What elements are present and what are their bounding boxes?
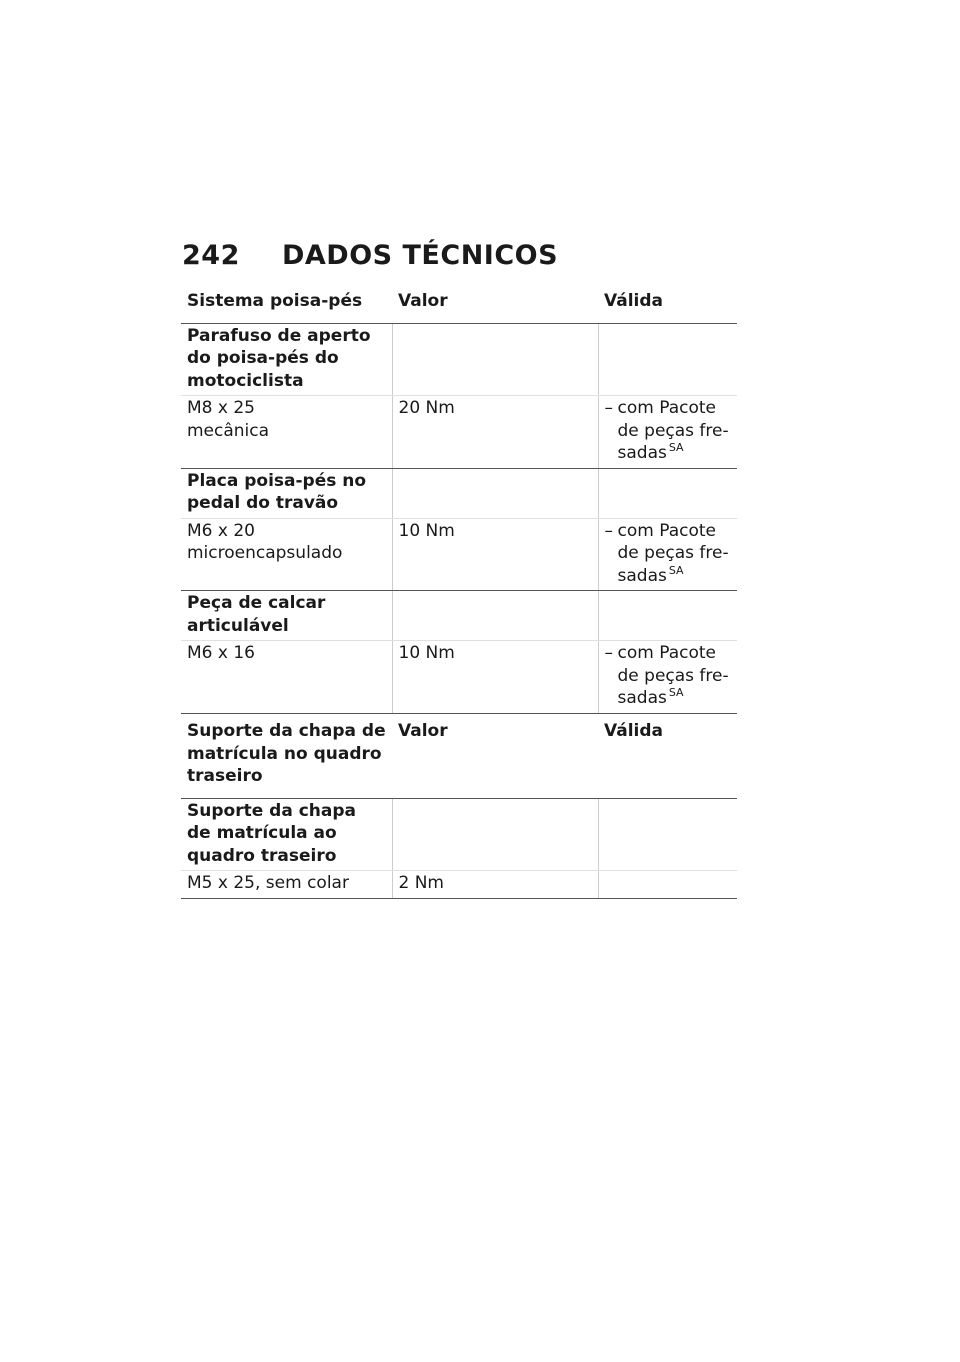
- column-header-component: Sistema poisa-pés: [181, 289, 392, 323]
- torque-value: 10 Nm: [392, 641, 598, 714]
- spec-cell: [181, 871, 392, 899]
- group-row: [181, 468, 737, 518]
- footrest-torque-table: [181, 289, 737, 714]
- spec-cell: [181, 641, 392, 714]
- sa-mark: SA: [668, 686, 684, 700]
- group-row: [181, 323, 737, 396]
- valid-condition: – com Pacote de peças fresadas $^{SA}$: [605, 642, 732, 710]
- torque-value: 20 Nm: [392, 396, 598, 469]
- license-plate-torque-table: [181, 719, 737, 899]
- valid-cell: [598, 641, 737, 714]
- column-header-value: Valor: [392, 289, 598, 323]
- spec-size: M5 x 25, sem colar: [187, 873, 349, 893]
- sa-mark: SA: [668, 441, 684, 455]
- spec-size: M6 x 16: [187, 643, 255, 663]
- valid-cell: [598, 396, 737, 469]
- column-header-component: Suporte da chapa de matrícula no quadro traseiro: [181, 719, 392, 798]
- section-title: DADOS TÉCNICOS: [282, 240, 559, 271]
- valid-condition: – com Pacote de peças fresadas $^{SA}$: [605, 520, 732, 588]
- spec-cell: [181, 518, 392, 591]
- group-row: [181, 798, 737, 871]
- table-header-row: [181, 289, 737, 323]
- group-name: Parafuso de aperto do poisa-pés do motociclista: [181, 323, 392, 396]
- table-row: [181, 871, 737, 899]
- column-header-valid: Válida: [598, 719, 737, 798]
- table-row: [181, 641, 737, 714]
- valid-cell: [598, 518, 737, 591]
- torque-value: 2 Nm: [392, 871, 598, 899]
- page-number: 242: [182, 240, 240, 271]
- table-row: [181, 518, 737, 591]
- valid-cell: [598, 871, 737, 899]
- spec-size: M8 x 25: [187, 398, 255, 418]
- torque-value: 10 Nm: [392, 518, 598, 591]
- group-name: Peça de calcar articulável: [181, 591, 392, 641]
- spec-cell: [181, 396, 392, 469]
- sa-mark: SA: [668, 563, 684, 577]
- valid-condition: – com Pacote de peças fresadas $^{SA}$: [605, 397, 732, 465]
- group-name: Suporte da chapa de matrícula ao quadro traseiro: [181, 798, 392, 871]
- group-name: Placa poisa-pés no pedal do travão: [181, 468, 392, 518]
- spec-size: M6 x 20: [187, 520, 255, 541]
- spec-detail: mecânica: [187, 420, 270, 441]
- page-heading: [182, 240, 558, 271]
- table-row: [181, 396, 737, 469]
- column-header-value: Valor: [392, 719, 598, 798]
- group-row: [181, 591, 737, 641]
- spec-detail: microencapsulado: [187, 543, 343, 563]
- column-header-valid: Válida: [598, 289, 737, 323]
- table-header-row: [181, 719, 737, 798]
